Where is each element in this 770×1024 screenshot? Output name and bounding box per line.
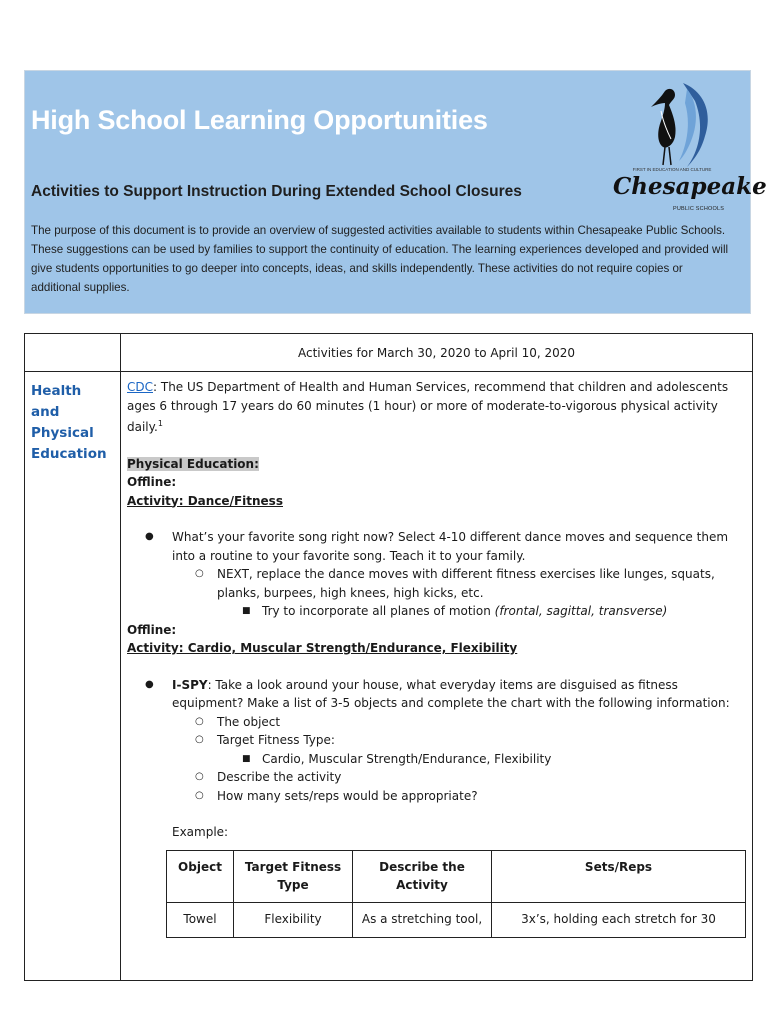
activities-table [24,333,753,981]
example-header: Describe the Activity [353,850,492,902]
pe-heading: Physical Education: [127,456,259,471]
logo-wordmark: Chesapeake [613,173,767,200]
cdc-paragraph: CDC: The US Department of Health and Human Services, recommend that children and adolescents ages 6 through 17 years do 60 minutes (1 hour) or more of moderate-to-vigorous physical activity daily.$^1$ [127,380,729,434]
activity-heading: Activity: Cardio, Muscular Strength/Endurance, Flexibility [127,641,518,655]
offline-label: Offline: [127,622,177,637]
logo-tagline: FIRST IN EDUCATION AND CULTURE [632,167,712,172]
chesapeake-logo [613,81,767,212]
subject-cell: Health and Physical Education [25,372,121,981]
example-header: Target Fitness Type [234,850,353,902]
example-header: Object [167,850,234,902]
example-label: Example: [172,825,229,839]
list-item: ● What’s your favorite song right now? Select 4-10 different dance moves and sequence them into a routine to your favorite song. Teach it to your family. [127,528,746,565]
example-cell: 3x’s, holding each stretch for 30 [492,902,746,937]
page-subtitle: Activities to Support Instruction During Extended School Closures [31,183,522,200]
example-cell: As a stretching tool, [353,902,492,937]
offline-label: Offline: [127,475,177,489]
purpose-paragraph: The purpose of this document is to provide an overview of suggested activities available to students within Chesapeake Public Schools. These suggestions can be used by families to support the continuity of education. The learning experiences developed and provided will give students opportunities to go deeper into concepts, ideas, and skills independently. These activities do not require copies or additional supplies. [31,224,729,294]
list-item: ○ Target Fitness Type: [127,731,746,750]
list-item: ■ Cardio, Muscular Strength/Endurance, Flexibility [127,750,746,769]
list-item: ○ Describe the activity [127,768,746,787]
cdc-link[interactable]: CDC [127,380,153,394]
example-header: Sets/Reps [492,850,746,902]
activity-heading: Activity: Dance/Fitness [127,493,283,508]
list-item: ○ NEXT, replace the dance moves with different fitness exercises like lunges, squats, planks, burpees, high knees, high kicks, etc. [127,565,746,602]
page-title: High School Learning Opportunities [31,105,488,135]
list-item: ■ Try to incorporate all planes of motion (frontal, sagittal, transverse) [127,602,746,621]
example-cell: Flexibility [234,902,353,937]
header-banner [24,70,767,314]
list-item: ○ The object [127,713,746,732]
content-cell [121,372,753,981]
logo-subtext: PUBLIC SCHOOLS [673,206,725,212]
list-item: ● I-SPY: Take a look around your house, what everyday items are disguised as fitness equipment? Make a list of 3-5 objects and complete the chart with the following information: [127,676,746,713]
example-table [166,850,746,938]
example-cell: Towel [167,902,234,937]
heron-icon [613,81,733,171]
empty-header-cell [25,334,121,372]
date-range-header: Activities for March 30, 2020 to April 10, 2020 [121,334,753,372]
list-item: ○ How many sets/reps would be appropriate? [127,787,746,806]
